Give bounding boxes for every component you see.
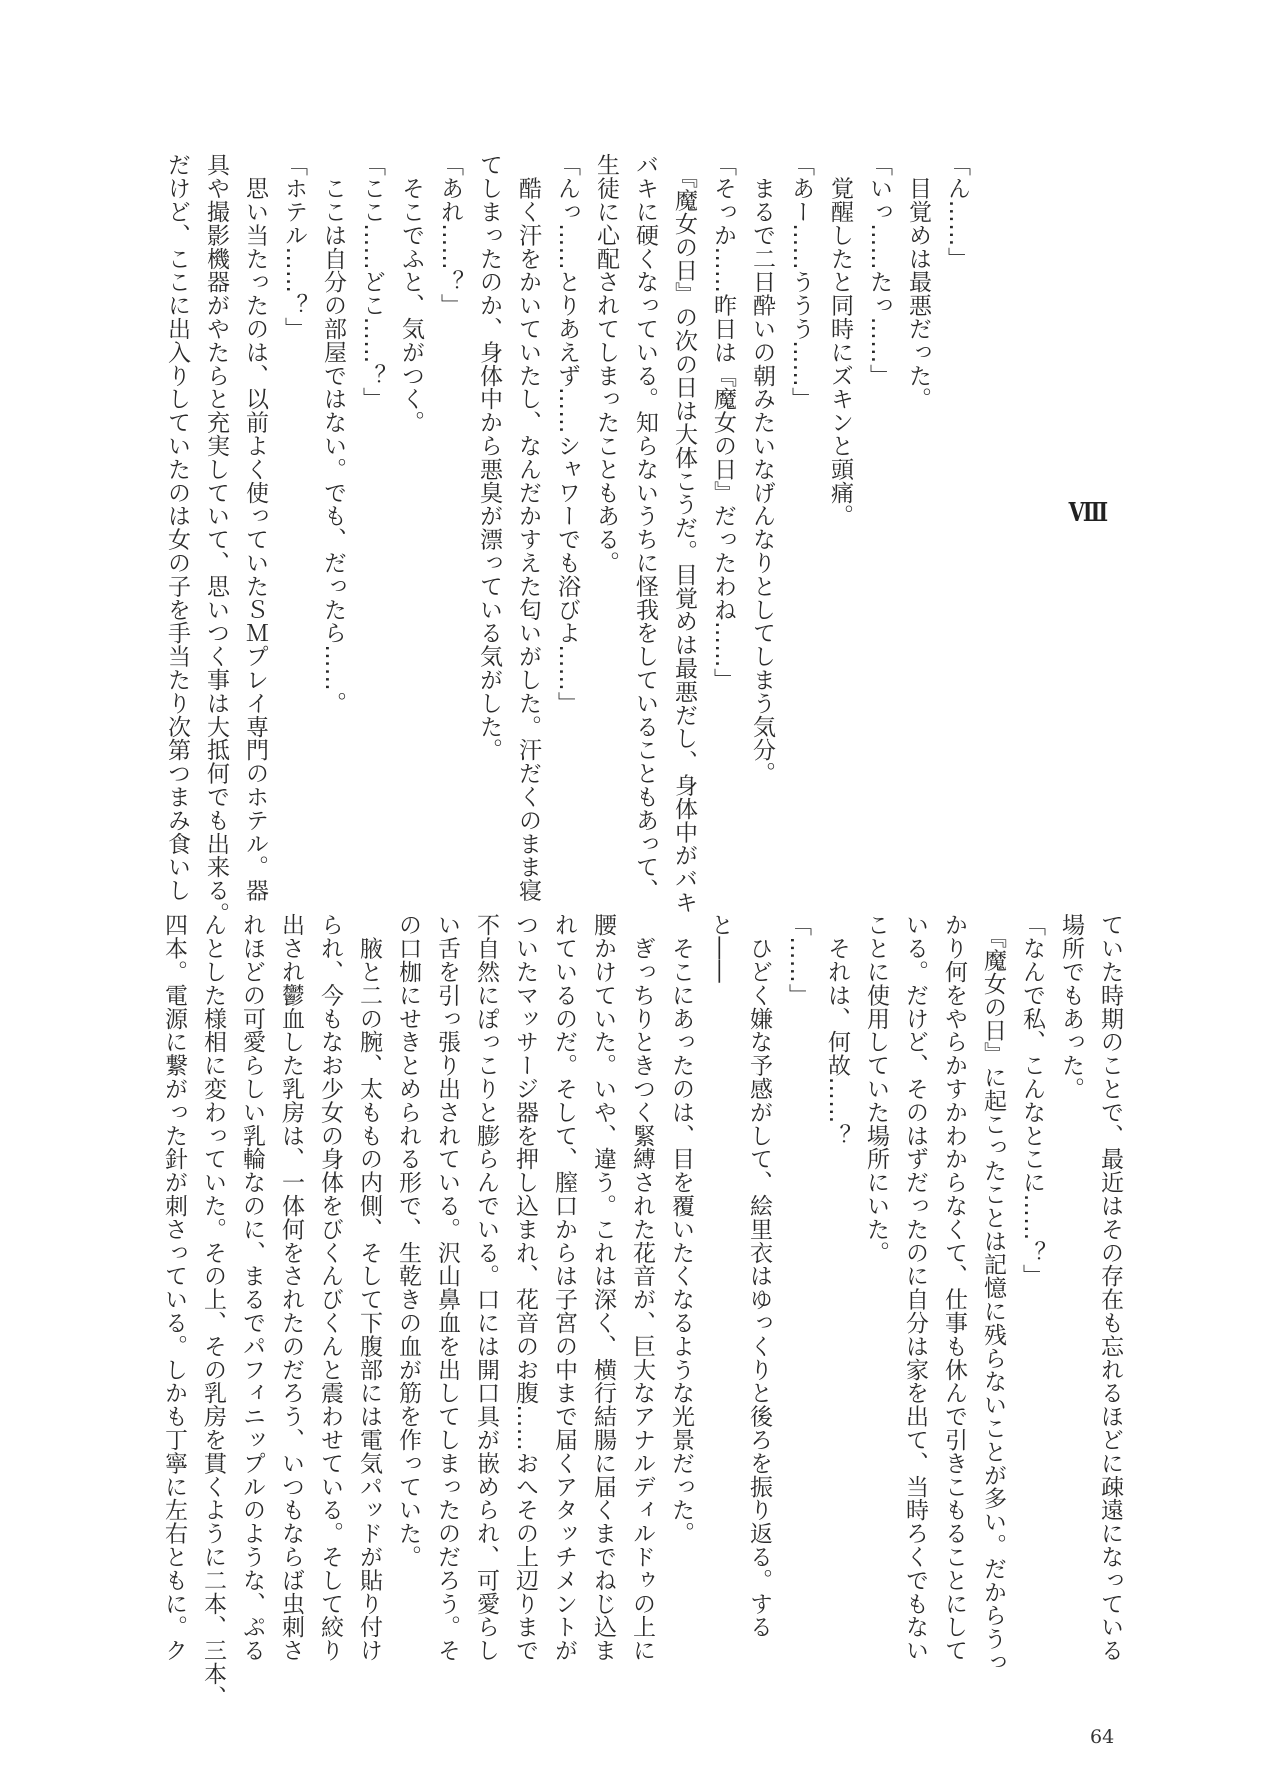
text-line: 具や撮影機器がやたらと充実していて、思いつく事は大抵何でも出来る。 (203, 153, 229, 926)
upper-text-block (157, 153, 976, 926)
text-line: れているのだ。そして、膣口からは子宮の中まで届くアタッチメントが (551, 913, 577, 1662)
text-line: だけど、ここに出入りしていたのは女の子を手当たり次第つまみ食いし (164, 153, 190, 902)
text-line: 『魔女の日』の次の日は大体こうだ。目覚めは最悪だし、身体中がバキ (671, 153, 697, 914)
text-line: 『魔女の日』に起こったことは記憶に残らないことが多い。だからうっ (980, 913, 1006, 1674)
text-line: 「あれ……？」 (437, 153, 463, 317)
text-line: ひどく嫌な予感がして、絵里衣はゆっくりと後ろを振り返る。する (746, 913, 772, 1639)
text-line: 目覚めは最悪だった。 (905, 153, 931, 411)
chapter-heading: Ⅷ (1068, 498, 1106, 528)
text-line: 「あー……ううう……」 (788, 153, 814, 411)
text-line: い舌を引っ張り出されている。沢山鼻血を出してしまったのだろう。そ (434, 913, 460, 1662)
text-line: まるで二日酔いの朝みたいなげんなりとしてしまう気分。 (749, 153, 775, 785)
text-line: 覚醒したと同時にズキンと頭痛。 (827, 153, 853, 528)
text-line: 場所でもあった。 (1058, 913, 1084, 1101)
text-line: ことに使用していた場所にいた。 (863, 913, 889, 1264)
text-line: 四本。電源に繋がった針が刺さっている。しかも丁寧に左右ともに。ク (161, 913, 187, 1662)
text-line: 「ホテル……？」 (281, 153, 307, 341)
text-line: 腋と二の腕、太ももの内側、そして下腹部には電気パッドが貼り付け (356, 913, 382, 1662)
text-line: 「いっ……たっ……」 (866, 153, 892, 387)
text-line: 「ん……」 (944, 153, 970, 270)
text-line: 生徒に心配されてしまったこともある。 (593, 153, 619, 575)
text-line: ていた時期のことで、最近はその存在も忘れるほどに疎遠になっている (1097, 913, 1123, 1662)
text-line: ついたマッサージ器を押し込まれ、花音のお腹……おへその上辺りまで (512, 913, 538, 1662)
text-line: バキに硬くなっている。知らないうちに怪我をしていることもあって、 (632, 153, 658, 902)
text-line: そこにあったのは、目を覆いたくなるような光景だった。 (668, 913, 694, 1545)
lower-text-block (154, 913, 1129, 1709)
text-line: てしまったのか、身体中から悪臭が漂っている気がした。 (476, 153, 502, 762)
text-line: かり何をやらかすかわからなくて、仕事も休んで引きこもることにして (941, 913, 967, 1662)
page-number: 64 (1090, 1726, 1115, 1748)
text-line: ぎっちりときつく緊縛された花音が、巨大なアナルディルドゥの上に (629, 913, 655, 1662)
text-line: 「なんで私、こんなとこに……？」 (1019, 913, 1045, 1288)
text-line: それは、何故……？ (824, 913, 850, 1147)
text-line: そこでふと、気がつく。 (398, 153, 424, 434)
text-line: ここは自分の部屋ではない。でも、だったら……。 (320, 153, 346, 715)
text-line: 思い当たったのは、以前よく使っていたＳＭプレイ専門のホテル。器 (242, 153, 268, 902)
text-line: 不自然にぽっこりと膨らんでいる。口には開口具が嵌められ、可愛らし (473, 913, 499, 1662)
text-line: 出され鬱血した乳房は、一体何をされたのだろう、いつもならば虫刺さ (278, 913, 304, 1662)
text-line: と―― (707, 913, 733, 984)
text-line: 「ここ……どこ……？」 (359, 153, 385, 411)
text-line: 「そっか……昨日は『魔女の日』だったわね……」 (710, 153, 736, 692)
text-line: 「……」 (785, 913, 811, 1007)
text-line: られ、今もなお少女の身体をびくんびくんと震わせている。そして絞り (317, 913, 343, 1662)
text-line: 酷く汗をかいていたし、なんだかすえた匂いがした。汗だくのまま寝 (515, 153, 541, 902)
text-line: 腰かけていた。いや、違う。これは深く、横行結腸に届くまでねじ込ま (590, 913, 616, 1662)
text-line: 「んっ……とりあえず……シャワーでも浴びよ……」 (554, 153, 580, 715)
text-line: いる。だけど、そのはずだったのに自分は家を出て、当時ろくでもない (902, 913, 928, 1662)
text-line: れほどの可愛らしい乳輪なのに、まるでパフィニップルのような、ぷる (239, 913, 265, 1662)
text-line: の口枷にせきとめられる形で、生乾きの血が筋を作っていた。 (395, 913, 421, 1569)
text-line: んとした様相に変わっていた。その上、その乳房を貫くように二本、三本、 (200, 913, 226, 1709)
